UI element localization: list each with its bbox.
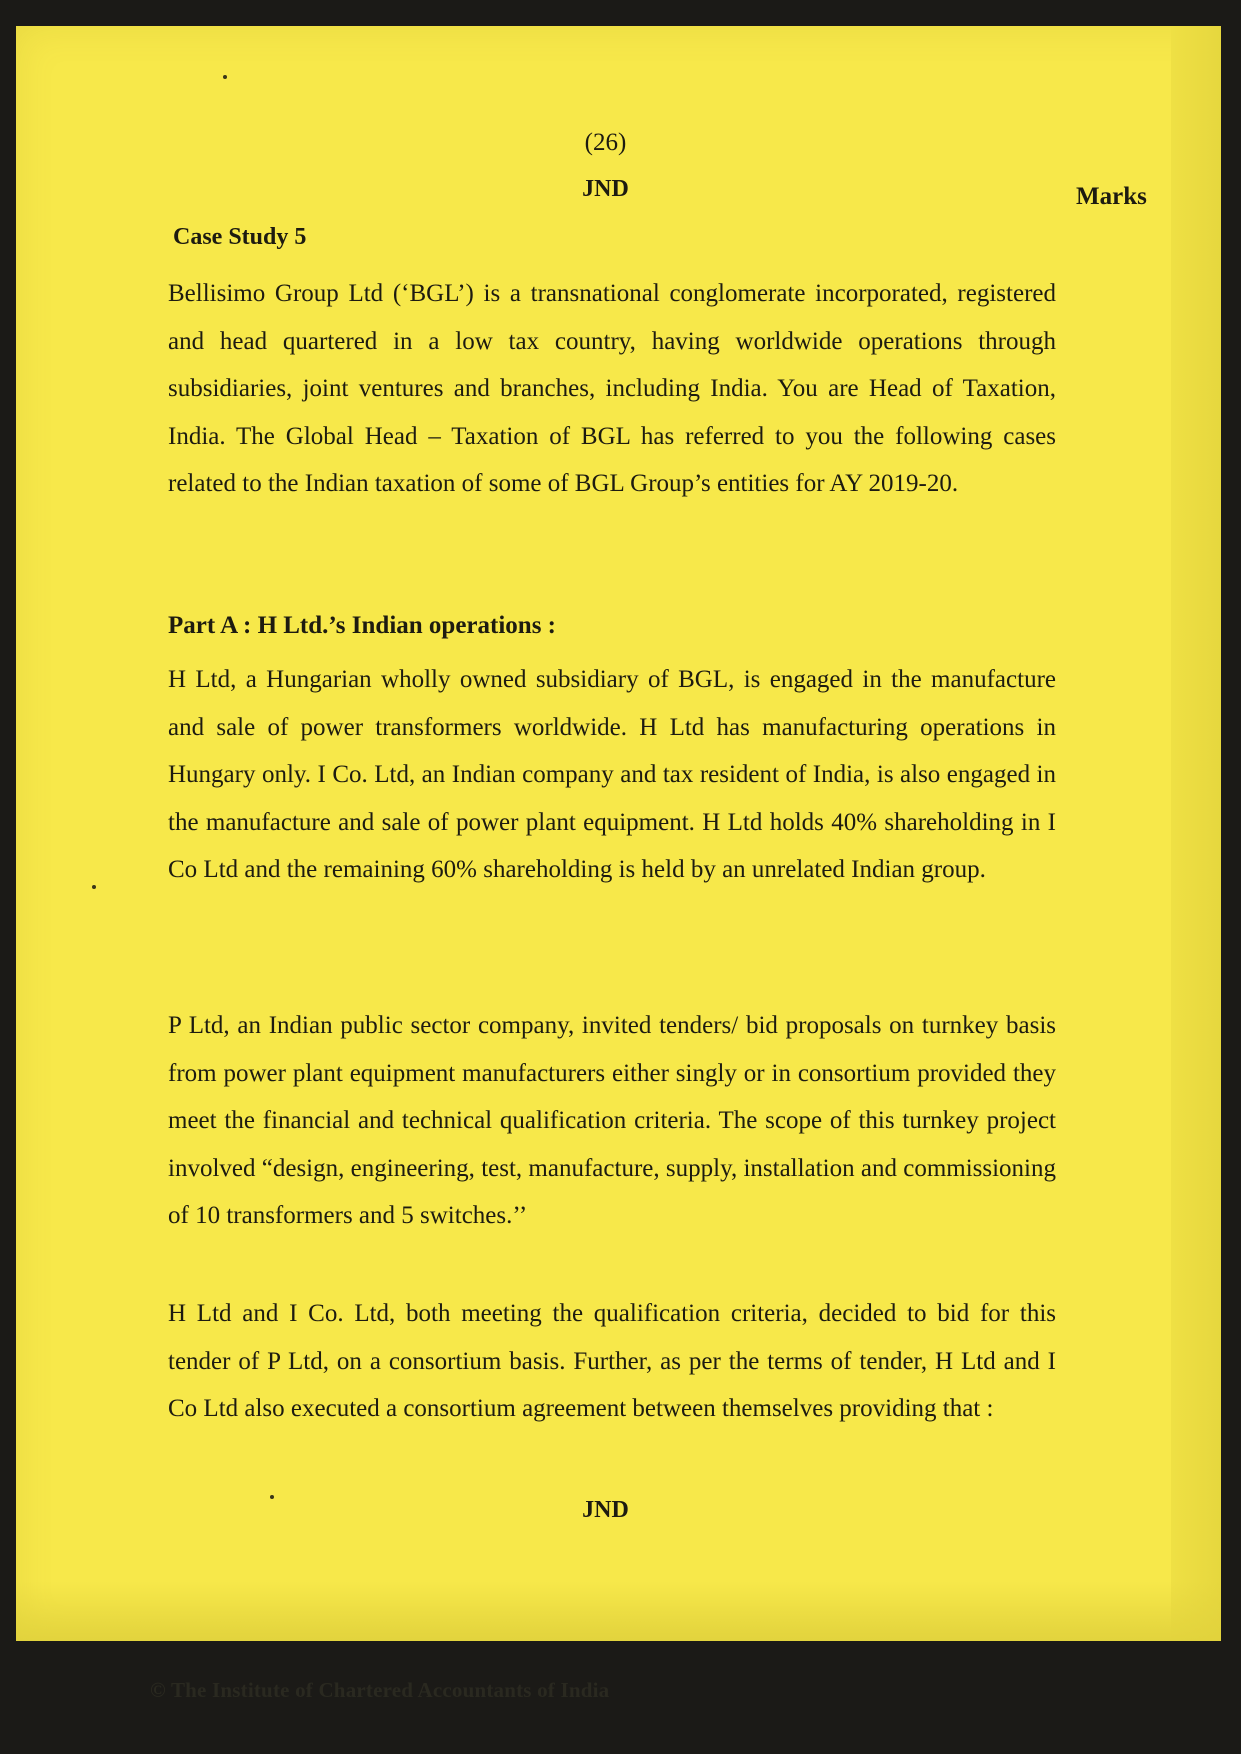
part-a-heading: Part A : H Ltd.’s Indian operations : (168, 612, 557, 639)
case-study-intro: Bellisimo Group Ltd (‘BGL’) is a transnational conglomerate incorporated, registered and head quartered in a low tax country, having worldwide operations through subsidiaries, joint ventures and branches, including India. You are Head of Taxation, India. The Global Head – Taxation of BGL has referred to you the following cases related to the Indian taxation of some of BGL Group’s entities for AY 2019-20. (168, 280, 1056, 497)
case-study-title: Case Study 5 (173, 224, 307, 250)
scan-speck (223, 75, 227, 79)
page-edge-shadow (1171, 26, 1221, 1641)
page-number: (26) (584, 129, 627, 156)
scan-speck (92, 885, 96, 889)
part-a-paragraph-2: P Ltd, an Indian public sector company, invited tenders/ bid proposals on turnkey basis from power plant equipment manufacturers either singly or in consortium provided they meet the financial and technical qualification criteria. The scope of this turnkey project involved “design, engineering, test, manufacture, supply, installation and commissioning of 10 transformers and 5 switches.’’ (168, 1012, 1056, 1229)
part-a-paragraph-3: H Ltd and I Co. Ltd, both meeting the qualification criteria, decided to bid for this tender of P Ltd, on a consortium basis. Further, as per the terms of tender, H Ltd and I Co Ltd also executed a consortium agreement between themselves providing that : (168, 1300, 1056, 1422)
scan-speck (270, 1495, 274, 1499)
footer-paper-code: JND (582, 1497, 629, 1523)
header-paper-code: JND (582, 176, 629, 202)
part-a-paragraph-1: H Ltd, a Hungarian wholly owned subsidiary of BGL, is engaged in the manufacture and sale of power transformers worldwide. H Ltd has manufacturing operations in Hungary only. I Co. Ltd, an Indian company and tax resident of India, is also engaged in the manufacture and sale of power plant equipment. H Ltd holds 40% shareholding in I Co Ltd and the remaining 60% shareholding is held by an unrelated Indian group. (168, 666, 1056, 883)
copyright-watermark: © The Institute of Chartered Accountants of India (150, 1678, 610, 1702)
page-bottom-shadow (16, 1581, 1221, 1641)
marks-column-label: Marks (1076, 183, 1147, 210)
